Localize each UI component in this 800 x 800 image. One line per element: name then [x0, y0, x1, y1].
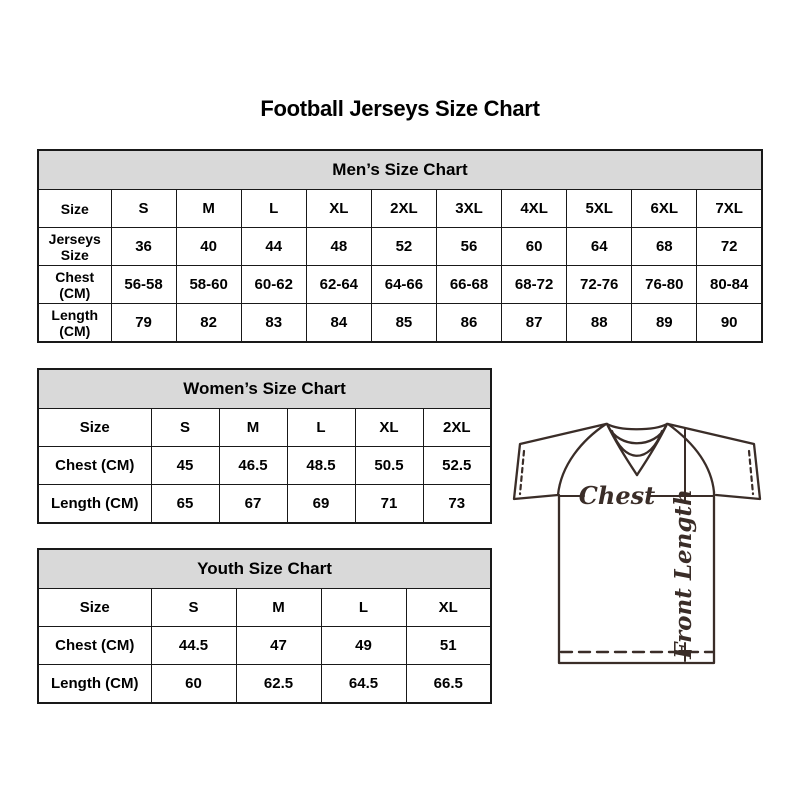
table-cell: 84 [306, 304, 371, 343]
jersey-right-cuff-seam [749, 451, 753, 494]
table-cell: M [219, 409, 287, 447]
table-cell: S [151, 409, 219, 447]
table-cell: S [111, 190, 176, 228]
table-cell: 56-58 [111, 266, 176, 304]
mens-size-chart-table [37, 149, 763, 343]
table-cell: M [236, 589, 321, 627]
table-row [38, 190, 762, 228]
table-cell: 49 [321, 627, 406, 665]
table-cell: 88 [567, 304, 632, 343]
table-cell: 48.5 [287, 447, 355, 485]
table-cell: M [176, 190, 241, 228]
table-cell: 2XL [371, 190, 436, 228]
table-cell: 79 [111, 304, 176, 343]
row-label: Size [38, 409, 151, 447]
table-cell: 71 [355, 485, 423, 524]
table-cell: 76-80 [632, 266, 697, 304]
table-title: Youth Size Chart [38, 549, 491, 589]
row-label: Length (CM) [38, 485, 151, 524]
table-cell: 7XL [697, 190, 762, 228]
table-cell: 50.5 [355, 447, 423, 485]
table-cell: 86 [436, 304, 501, 343]
table-cell: 68 [632, 228, 697, 266]
table-cell: 89 [632, 304, 697, 343]
table-cell: 47 [236, 627, 321, 665]
table-row [38, 304, 762, 343]
table-cell: 48 [306, 228, 371, 266]
table-cell: 52 [371, 228, 436, 266]
table-cell: 64.5 [321, 665, 406, 704]
table-row [38, 589, 491, 627]
page-title: Football Jerseys Size Chart [260, 96, 540, 121]
table-row [38, 665, 491, 704]
table-cell: 62-64 [306, 266, 371, 304]
table-cell: 58-60 [176, 266, 241, 304]
mens-table [37, 149, 763, 343]
row-label: Length (CM) [38, 665, 151, 704]
table-cell: 44 [241, 228, 306, 266]
row-label: Chest (CM) [38, 627, 151, 665]
table-cell: 52.5 [423, 447, 491, 485]
table-cell: 64-66 [371, 266, 436, 304]
table-cell: XL [355, 409, 423, 447]
table-cell: 64 [567, 228, 632, 266]
table-cell: 82 [176, 304, 241, 343]
row-label: Chest (CM) [38, 447, 151, 485]
table-cell: 67 [219, 485, 287, 524]
youth-table [37, 548, 492, 704]
table-cell: 56 [436, 228, 501, 266]
table-cell: 45 [151, 447, 219, 485]
table-cell: XL [306, 190, 371, 228]
table-row [38, 409, 491, 447]
womens-size-chart-table [37, 368, 492, 524]
row-label: Size [38, 589, 151, 627]
jersey-vneck-right [637, 424, 667, 475]
front-length-label: Front Length [670, 489, 697, 659]
row-label: Jerseys Size [38, 228, 111, 266]
table-cell: 4XL [502, 190, 567, 228]
table-cell: 87 [502, 304, 567, 343]
table-row [38, 447, 491, 485]
table-row [38, 266, 762, 304]
table-cell: 5XL [567, 190, 632, 228]
table-title: Men’s Size Chart [38, 150, 762, 190]
jersey-collar-back [607, 424, 667, 429]
table-cell: XL [406, 589, 491, 627]
jersey-vneck-left [607, 424, 637, 475]
table-cell: 69 [287, 485, 355, 524]
table-cell: 83 [241, 304, 306, 343]
table-cell: 6XL [632, 190, 697, 228]
table-cell: 80-84 [697, 266, 762, 304]
table-cell: 36 [111, 228, 176, 266]
table-cell: 51 [406, 627, 491, 665]
row-label: Chest (CM) [38, 266, 111, 304]
jersey-measurement-diagram [500, 410, 775, 670]
table-cell: 65 [151, 485, 219, 524]
youth-size-chart-table [37, 548, 492, 704]
row-label: Size [38, 190, 111, 228]
womens-table [37, 368, 492, 524]
table-cell: L [287, 409, 355, 447]
table-row [38, 627, 491, 665]
table-row [38, 485, 491, 524]
table-cell: 72 [697, 228, 762, 266]
table-title: Women’s Size Chart [38, 369, 491, 409]
table-cell: 66.5 [406, 665, 491, 704]
table-cell: 40 [176, 228, 241, 266]
chest-label: Chest [578, 481, 656, 510]
table-cell: 60 [151, 665, 236, 704]
table-cell: 72-76 [567, 266, 632, 304]
table-cell: 66-68 [436, 266, 501, 304]
table-cell: 60-62 [241, 266, 306, 304]
table-cell: L [241, 190, 306, 228]
row-label: Length (CM) [38, 304, 111, 343]
table-cell: 73 [423, 485, 491, 524]
table-cell: 3XL [436, 190, 501, 228]
table-cell: S [151, 589, 236, 627]
table-cell: 62.5 [236, 665, 321, 704]
table-cell: 46.5 [219, 447, 287, 485]
table-cell: 60 [502, 228, 567, 266]
table-cell: L [321, 589, 406, 627]
table-cell: 90 [697, 304, 762, 343]
table-cell: 44.5 [151, 627, 236, 665]
table-cell: 68-72 [502, 266, 567, 304]
table-cell: 85 [371, 304, 436, 343]
jersey-left-cuff-seam [520, 451, 524, 494]
table-cell: 2XL [423, 409, 491, 447]
table-row [38, 228, 762, 266]
